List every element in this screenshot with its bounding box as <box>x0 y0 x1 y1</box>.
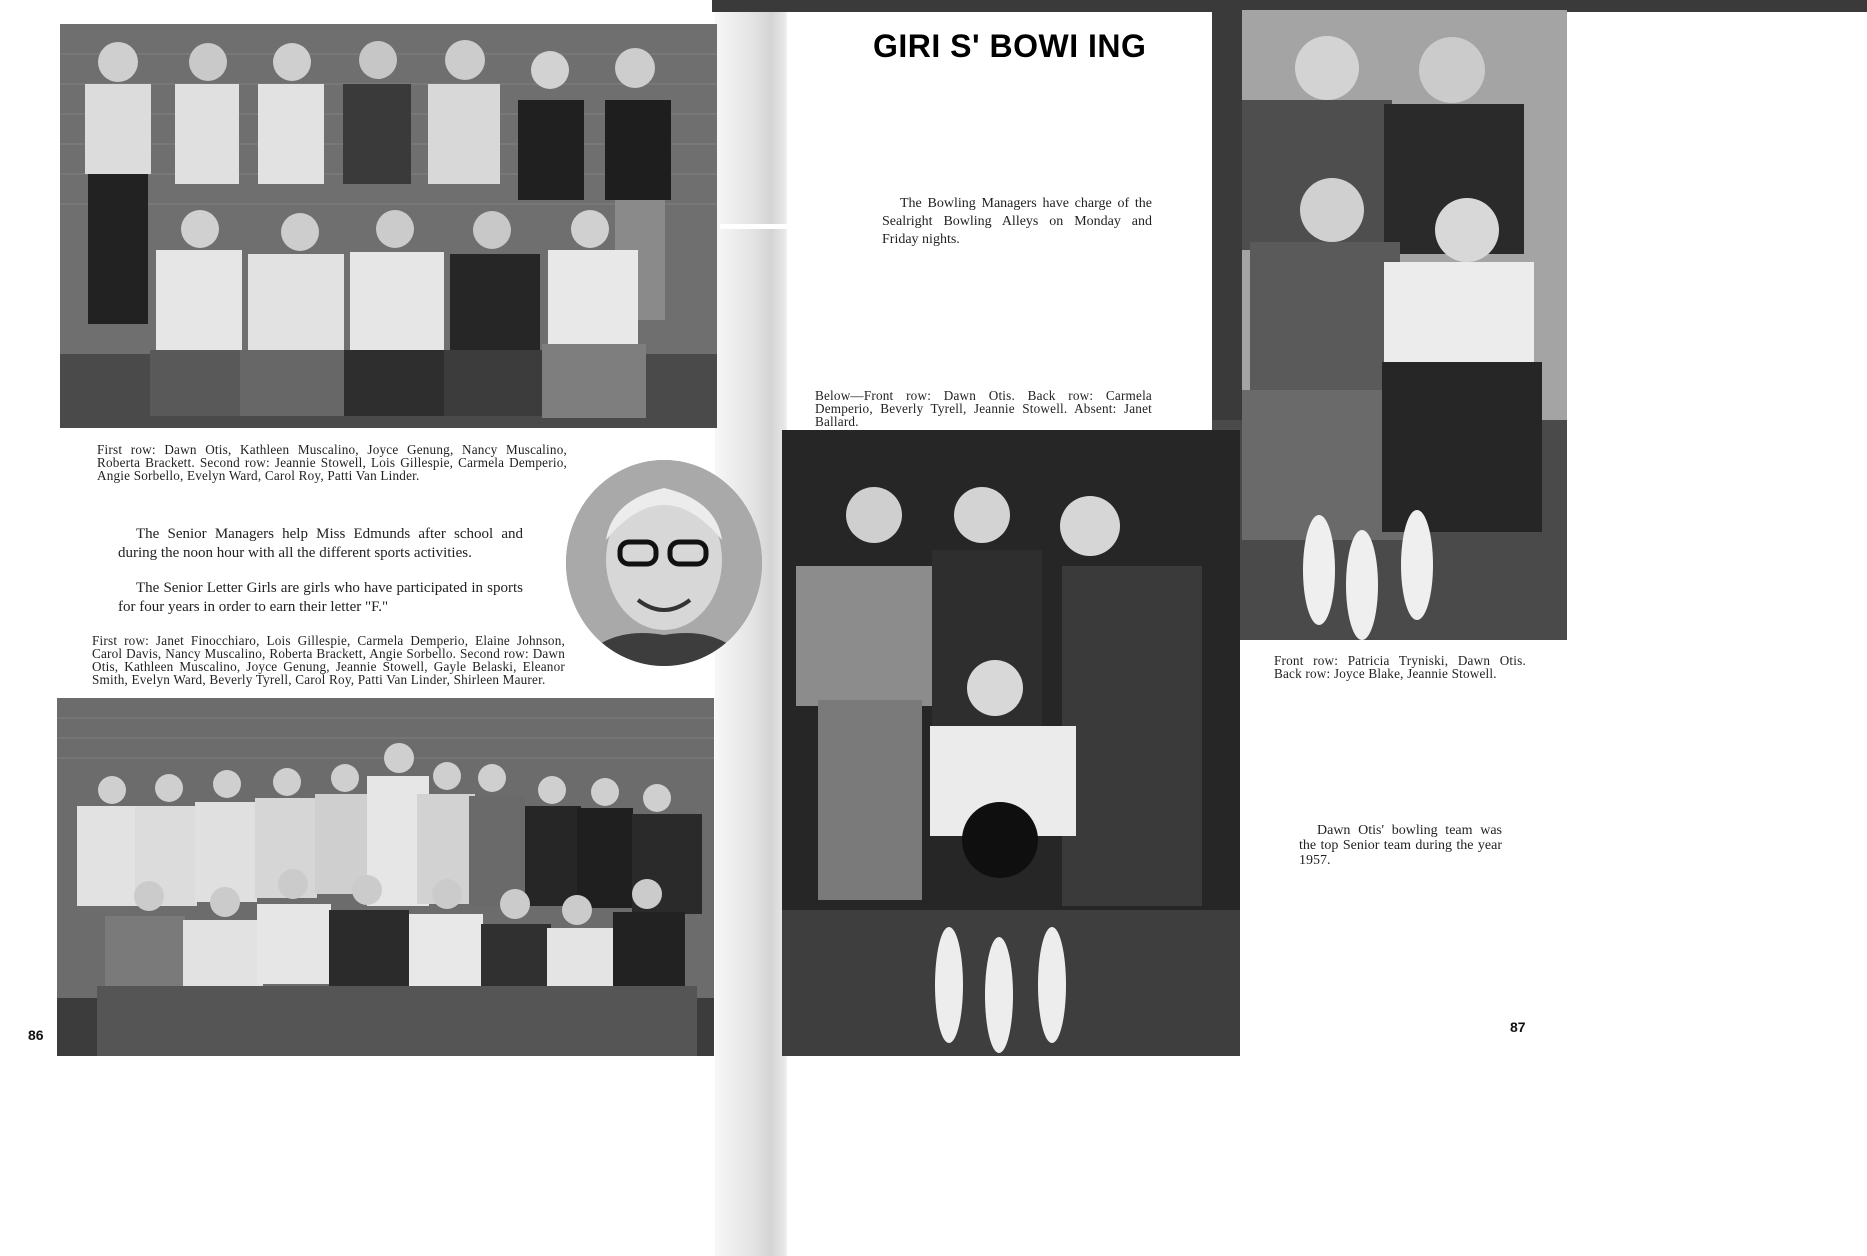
bowling-ball-photo <box>782 430 1240 1056</box>
decorative-bar <box>720 224 788 229</box>
letter-girls-caption: First row: Janet Finocchiaro, Lois Gillespie, Carmela Demperio, Elaine Johnson, Carol Davis, Nancy Muscalino, Roberta Brackett, Angie Sorbello. Second row: Dawn Otis, Kathleen Muscalino, Joyce Genung, Jeannie Stowell, Gayle Belaski, Eleanor Smith, Evelyn Ward, Beverly Tyrell, Carol Roy, Patti Van Linder, Shirleen Maurer. <box>92 633 565 687</box>
paragraph-managers: The Senior Managers help Miss Edmunds after school and during the noon hour with all the different sports activities. <box>118 526 523 561</box>
bowling-managers-text <box>882 195 1152 249</box>
page-number-right: 87 <box>1510 1019 1526 1035</box>
bowling-team-photo <box>1212 10 1567 640</box>
paragraph-letter-girls: The Senior Letter Girls are girls who have participated in sports for four years in order to earn their letter "F." <box>118 580 523 615</box>
senior-managers-text <box>118 525 523 617</box>
top-team-text <box>1299 823 1502 868</box>
below-photo-caption: Below—Front row: Dawn Otis. Back row: Carmela Demperio, Beverly Tyrell, Jeannie Stowell. Absent: Janet Ballard. <box>815 388 1152 429</box>
miss-edmunds-portrait <box>566 460 762 666</box>
senior-managers-caption: First row: Dawn Otis, Kathleen Muscalino, Joyce Genung, Nancy Muscalino, Roberta Brackett. Second row: Jeannie Stowell, Lois Gillespie, Carmela Demperio, Angie Sorbello, Evelyn Ward, Carol Roy, Patti Van Linder. <box>97 442 567 483</box>
bowling-managers-paragraph: The Bowling Managers have charge of the Sealright Bowling Alleys on Monday and Friday nights. <box>882 196 1152 247</box>
senior-managers-photo <box>60 24 717 428</box>
page-title: GIRI S' BOWI ING <box>873 28 1147 64</box>
page-number-left: 86 <box>28 1027 44 1043</box>
top-team-paragraph: Dawn Otis' bowling team was the top Senior team during the year 1957. <box>1299 823 1502 868</box>
team-photo-caption: Front row: Patricia Tryniski, Dawn Otis. Back row: Joyce Blake, Jeannie Stowell. <box>1274 653 1526 681</box>
letter-girls-photo <box>57 698 714 1056</box>
